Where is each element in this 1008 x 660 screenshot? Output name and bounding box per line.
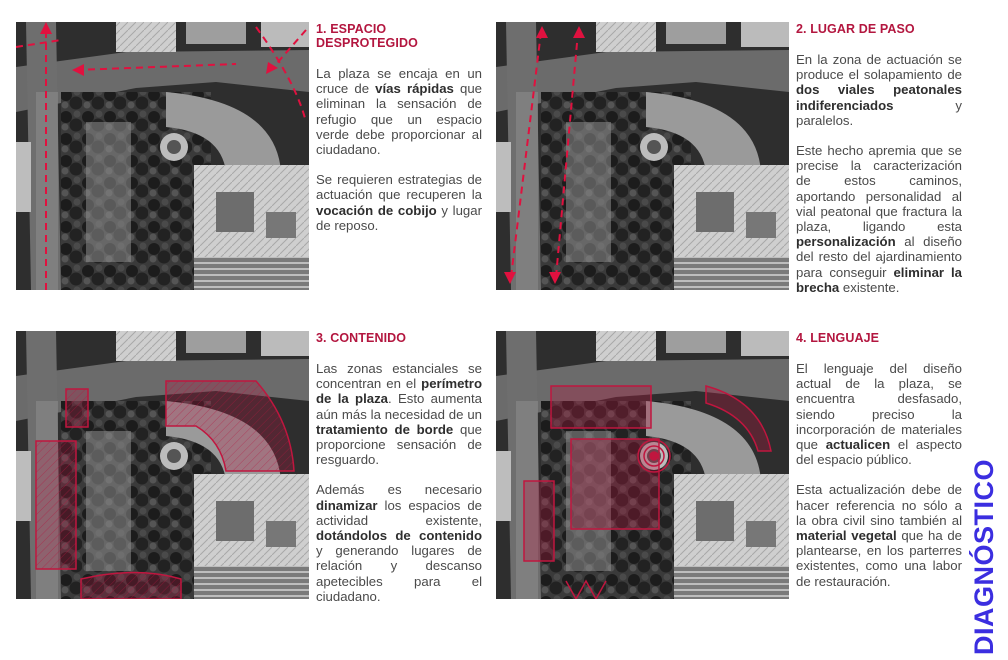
parterre-central — [571, 439, 659, 529]
panel-paragraph: Se requieren estrategias de actuación que recuperen la vocación de cobijo y lugar de reposo. — [316, 172, 482, 233]
section-title-diagnostico: DIAGNÓSTICO — [969, 458, 999, 655]
panel-title: 4. LENGUAJE — [796, 331, 880, 345]
aerial-photo-3 — [16, 331, 309, 599]
panel-lugar-de-paso — [496, 22, 966, 298]
panel-title: 2. LUGAR DE PASO — [796, 22, 915, 36]
panel-paragraph: Esta actualización debe de hacer referencia no sólo a la obra civil sino también al material vegetal que ha de plantearse, en los parterres existentes, como una labor de restauración. — [796, 482, 962, 589]
aerial-photo-4 — [496, 331, 789, 599]
aerial-photo-2 — [496, 22, 789, 290]
zone-perimeter-s — [81, 573, 181, 600]
panel-title: 3. CONTENIDO — [316, 331, 407, 345]
panel-paragraph: El lenguaje del diseño actual de la plaza, se encuentra desfasado, siendo preciso la incorporación de materiales que actualicen el aspecto del espacio público. — [796, 361, 963, 468]
panel-espacio-desprotegido — [16, 22, 486, 298]
panel-paragraph: Además es necesario dinamizar los espacios de actividad existente, dotándolos de contenido y generando lugares de relación y descanso apetecibles para el ciudadano. — [316, 482, 482, 604]
zone-perimeter-nw — [66, 389, 88, 427]
panel-text-1 — [316, 22, 482, 248]
panel-paragraph: Este hecho apremia que se precise la caracterización de estos caminos, aportando personalidad al vial peatonal que fractura la plaza, ligando esta personalización al diseño del resto del ajardinamiento para conseguir eliminar la brecha existente. — [796, 143, 962, 295]
zone-perimeter-w — [36, 441, 76, 569]
parterre-west — [524, 481, 554, 561]
panel-paragraph: La plaza se encaja en un cruce de vías rápidas que eliminan la sensación de refugio que un espacio verde debe proporcionar al ciudadano. — [316, 66, 482, 158]
panel-paragraph: Las zonas estanciales se concentran en el perímetro de la plaza. Esto aumenta aún más la necesidad de un tratamiento de borde que proporcione sensación de resguardo. — [316, 361, 482, 468]
panel-text-4 — [796, 331, 962, 604]
panel-paragraph: En la zona de actuación se produce el solapamiento de dos viales peatonales indiferenciados y paralelos. — [796, 52, 962, 128]
parterre-north — [551, 386, 651, 428]
panel-text-2 — [796, 22, 962, 310]
panel-title: 1. ESPACIO DESPROTEGIDO — [316, 22, 418, 50]
panel-text-3 — [316, 331, 482, 619]
aerial-photo-1 — [16, 22, 309, 290]
panel-contenido — [16, 331, 486, 607]
panel-lenguaje — [496, 331, 966, 607]
